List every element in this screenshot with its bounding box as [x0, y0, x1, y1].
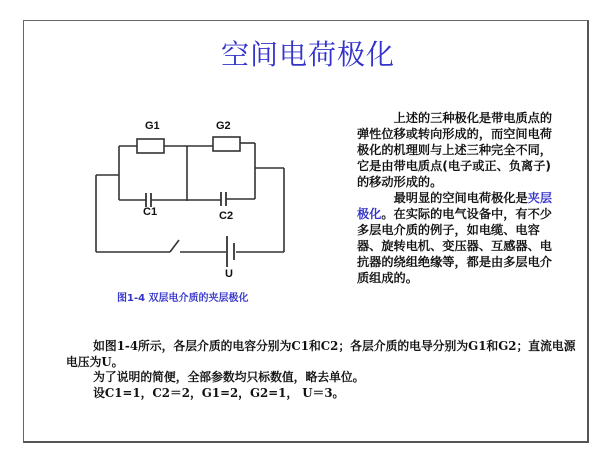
capacitor-c1: [146, 193, 151, 207]
resistor-g1: [137, 139, 164, 153]
side-paragraph-2: [357, 190, 557, 286]
side-p2-after: 。在实际的电气设备中，有不少多层电介质的例子，如电缆、电容器、旋转电机、变压器、互感器、电抗器的绕组绝缘等，都是由多层电介质组成的。: [357, 207, 552, 285]
figure-caption: 图1-4 双层电介质的夹层极化: [117, 293, 249, 304]
label-u: U: [225, 268, 233, 280]
bottom-line-3: 设C1=1，C2＝2，G1=2，G2=1， U＝3。: [93, 385, 345, 400]
bottom-line-1: 如图1-4所示，各层介质的电容分别为C1和C2；各层介质的电导分别为G1和G2；直流电源电压为U。: [66, 339, 576, 369]
bottom-text: [66, 339, 586, 401]
label-g1: G1: [145, 120, 160, 132]
resistor-g2: [213, 137, 240, 151]
side-p2-before: 最明显的空间电荷极化是: [393, 191, 528, 205]
label-g2: G2: [216, 120, 231, 132]
battery-u: [227, 236, 234, 267]
slide-title: 空间电荷极化: [220, 38, 395, 71]
bottom-line-2: 为了说明的简便，全部参数均只标数值，略去单位。: [93, 370, 365, 384]
label-c2: C2: [219, 210, 234, 222]
highlight-term: 夹层极化: [357, 191, 553, 221]
label-c1: C1: [143, 206, 158, 218]
capacitor-c2: [221, 192, 226, 206]
side-text: [357, 110, 557, 286]
side-paragraph-1: 上述的三种极化是带电质点的弹性位移或转向形成的，而空间电荷极化的机理则与上述三种完全不同，它是由带电质点(电子或正、负离子)的移动形成的。: [357, 111, 553, 189]
